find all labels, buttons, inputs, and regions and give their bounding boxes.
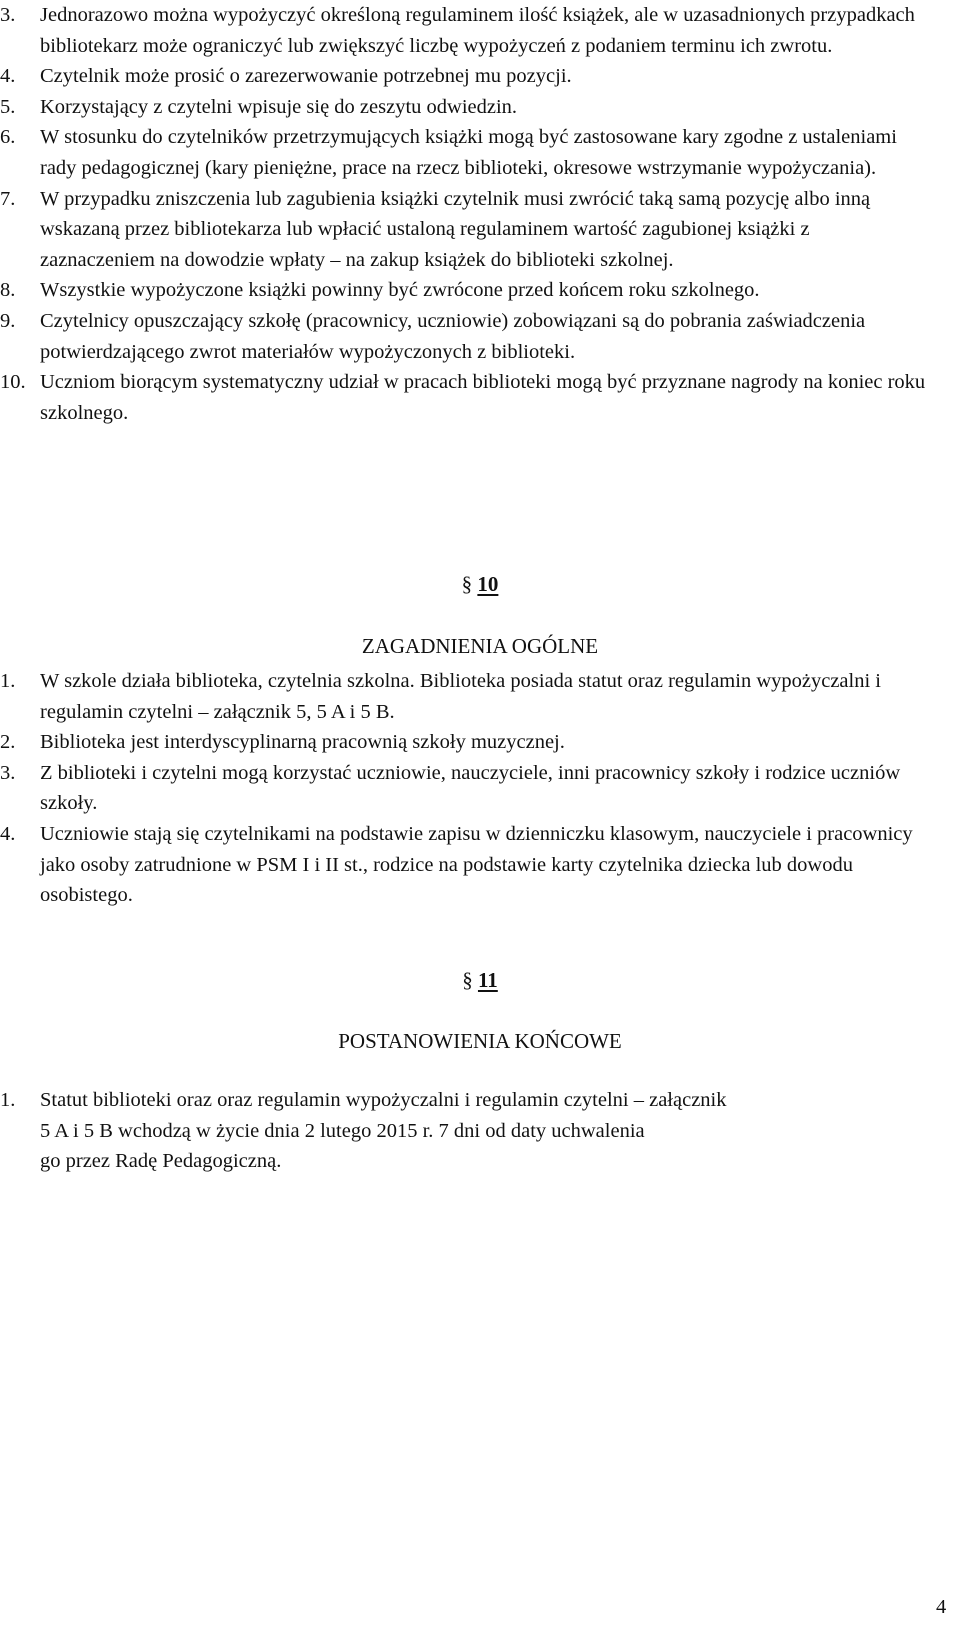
list-item: [0, 275, 850, 306]
item-text: Czytelnicy opuszczający szkołę (pracownicy, uczniowie) zobowiązani są do pobrania zaświadczenia potwierdzającego zwrot materiałów wypożyczonych z biblioteki.: [40, 309, 866, 363]
section-sign: §: [461, 572, 473, 596]
section-11-heading: [0, 968, 960, 993]
item-number: 8.: [0, 279, 16, 302]
item-number: 4.: [0, 65, 16, 88]
section-number: 11: [477, 968, 498, 992]
section-10-title: ZAGADNIENIA OGÓLNE: [361, 634, 599, 658]
list-item: [0, 61, 926, 92]
item-text: Uczniom biorącym systematyczny udział w pracach biblioteki mogą być przyznane nagrody na koniec roku szkolnego.: [40, 371, 926, 424]
item-text: Korzystający z czytelni wpisuje się do zeszytu odwiedzin.: [40, 95, 518, 118]
page-number: 4: [936, 1596, 947, 1618]
item-text: W szkole działa biblioteka, czytelnia szkolna. Biblioteka posiada statut oraz regulamin wypożyczalni i regulamin czytelni – załącznik 5, 5 A i 5 B.: [40, 670, 881, 723]
list-item: [0, 0, 926, 61]
section-sign: §: [462, 968, 473, 992]
item-number: 3.: [0, 761, 16, 784]
list-item: [0, 122, 926, 183]
item-line: 5 A i 5 B wchodzą w życie dnia 2 lutego 2015 r. 7 dni od daty uchwalenia: [40, 1119, 645, 1142]
regulations-list-a: [0, 0, 926, 428]
item-number: 2.: [0, 731, 16, 754]
item-number: 3.: [0, 4, 16, 26]
regulations-list-b: [0, 666, 926, 911]
section-10-heading: [0, 572, 960, 597]
list-item: [0, 819, 926, 911]
list-item: [0, 367, 926, 428]
list-item: [0, 758, 926, 819]
item-line: go przez Radę Pedagogiczną.: [40, 1150, 282, 1173]
item-text: Biblioteka jest interdyscyplinarną pracownią szkoły muzycznej.: [40, 731, 565, 754]
item-number: 10.: [0, 371, 26, 394]
item-text: W przypadku zniszczenia lub zagubienia książki czytelnik musi zwrócić taką samą pozycję albo inną wskazaną przez bibliotekarza lub wpłacić ustaloną regulaminem wartość zagubionej książki z zaznaczeniem na dowodzie wpłaty – na zakup książek do biblioteki szkolnej.: [40, 187, 871, 271]
item-text: Czytelnik może prosić o zarezerwowanie potrzebnej mu pozycji.: [40, 65, 572, 88]
item-number: 7.: [0, 187, 16, 210]
item-text: Wszystkie wypożyczone książki powinny być zwrócone przed końcem roku szkolnego.: [40, 279, 760, 302]
list-item: [0, 184, 926, 276]
item-text: Z biblioteki i czytelni mogą korzystać uczniowie, nauczyciele, inni pracownicy szkoły i rodzice uczniów szkoły.: [40, 761, 901, 815]
list-item: [0, 1085, 960, 1177]
item-number: 1.: [0, 1089, 16, 1111]
list-item: [0, 306, 926, 367]
item-number: 9.: [0, 309, 16, 332]
item-number: 6.: [0, 126, 16, 149]
list-item: [0, 666, 926, 727]
list-item: [0, 727, 926, 758]
item-number: 5.: [0, 95, 16, 118]
item-line: Statut biblioteki oraz oraz regulamin wypożyczalni i regulamin czytelni – załącznik: [40, 1089, 727, 1111]
item-text: Uczniowie stają się czytelnikami na podstawie zapisu w dzienniczku klasowym, nauczyciele i pracownicy jako osoby zatrudnione w PSM I i II st., rodzice na podstawie karty czytelnika dziecka lub dowodu osobistego.: [40, 822, 913, 907]
item-text: Jednorazowo można wypożyczyć określoną regulaminem ilość książek, ale w uzasadnionych przypadkach bibliotekarz może ograniczyć lub zwiększyć liczbę wypożyczeń z podaniem terminu ich zwrotu.: [40, 4, 915, 57]
list-item: [0, 92, 926, 123]
item-number: 1.: [0, 670, 16, 692]
section-11-title: POSTANOWIENIA KOŃCOWE: [338, 1029, 622, 1053]
item-number: 4.: [0, 822, 16, 845]
item-text: W stosunku do czytelników przetrzymujących książki mogą być zastosowane kary zgodne z ustaleniami rady pedagogicznej (kary pieniężne, prace na rzecz biblioteki, okresowe wstrzymanie wypożyczania).: [40, 126, 897, 179]
section-number: 10: [477, 572, 499, 596]
